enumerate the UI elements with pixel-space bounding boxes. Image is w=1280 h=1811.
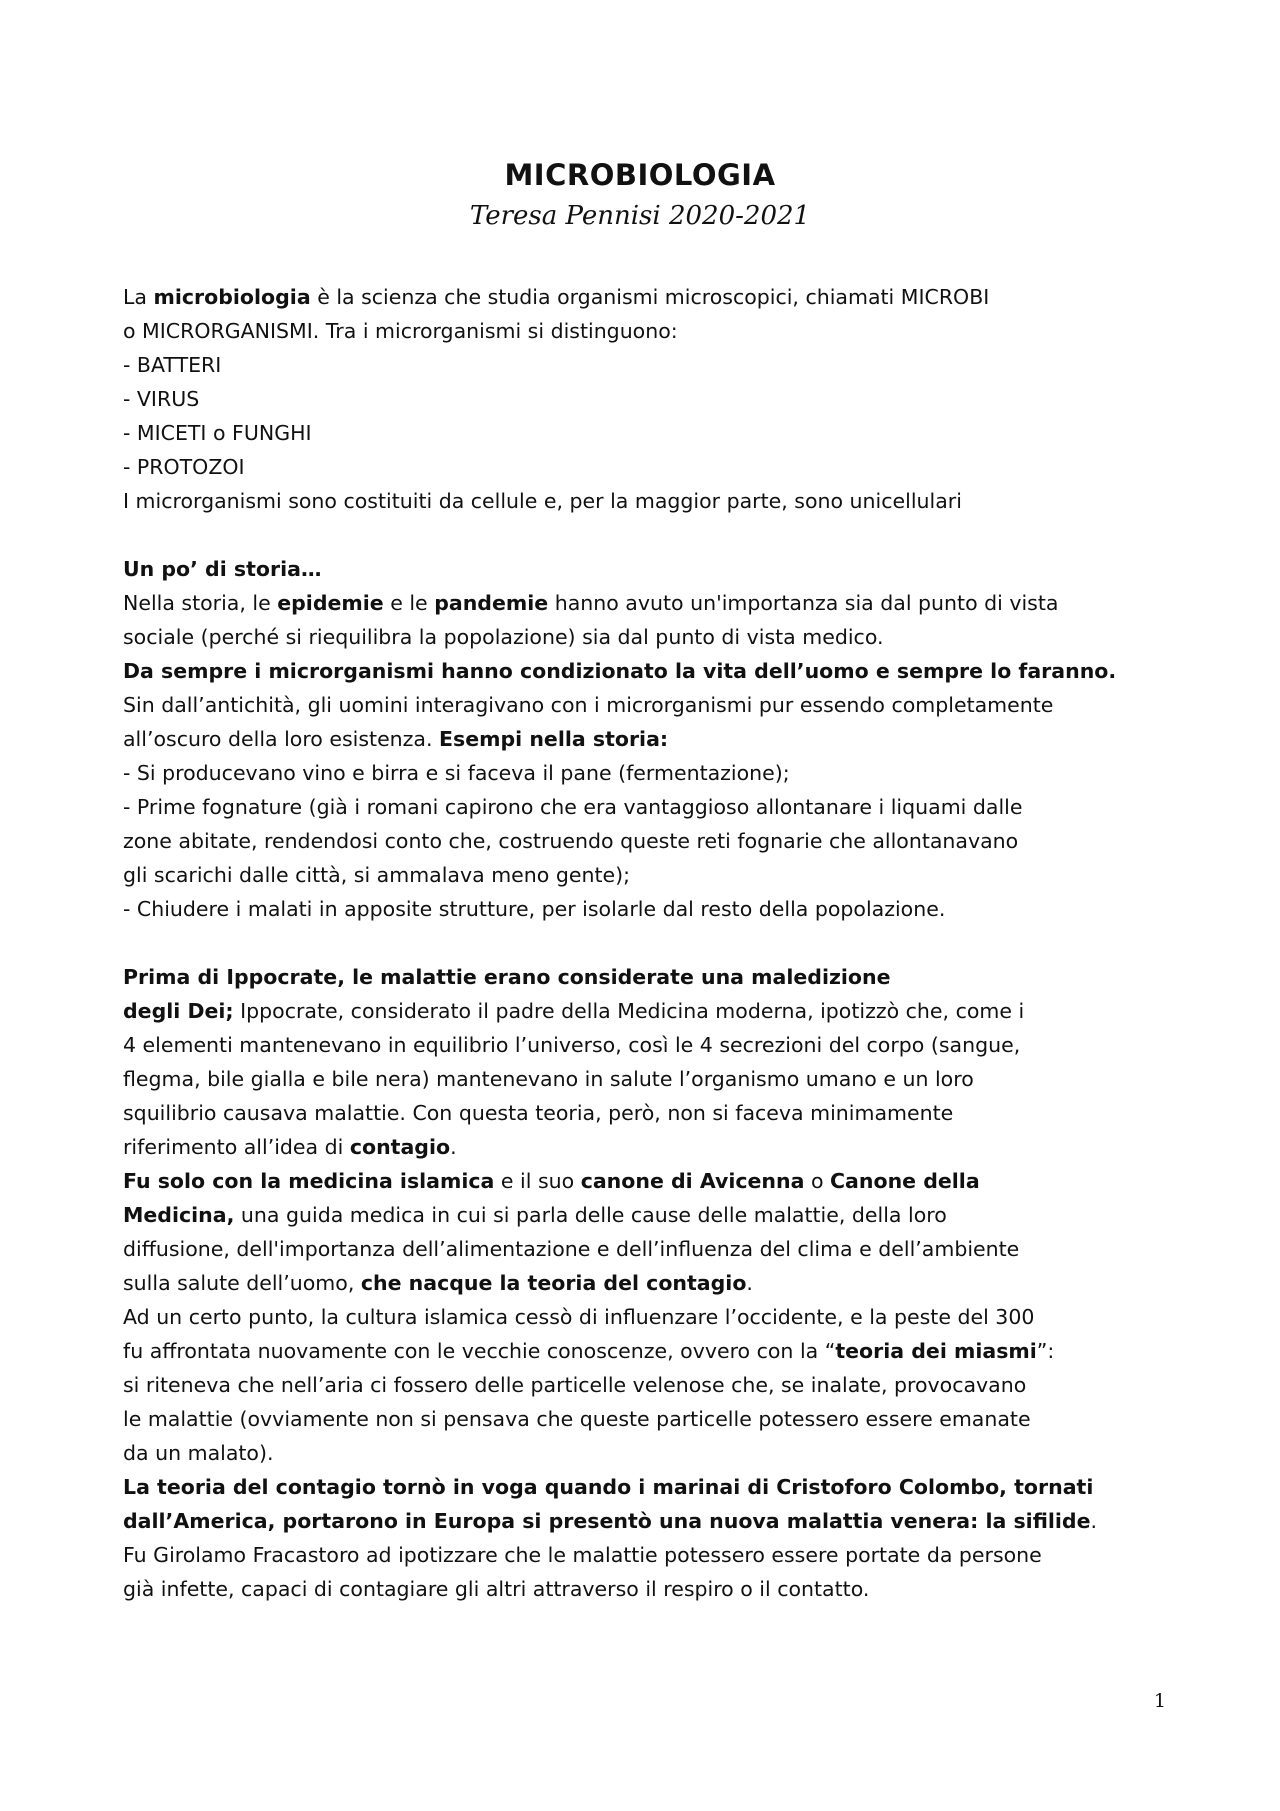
text-segment: o MICRORGANISMI. Tra i microrganismi si distinguono: bbox=[123, 319, 678, 343]
text-line bbox=[123, 1504, 1183, 1538]
text-line bbox=[123, 484, 1183, 518]
text-line bbox=[123, 1368, 1183, 1402]
bold-text: pandemie bbox=[434, 591, 549, 615]
bold-text: La teoria del contagio tornò in voga quando i marinai di Cristoforo Colombo, tornati bbox=[123, 1475, 1094, 1499]
text-line bbox=[123, 450, 1183, 484]
text-segment: riferimento all’idea di bbox=[123, 1135, 350, 1159]
bold-text: Un po’ di storia… bbox=[123, 557, 322, 581]
author-subtitle: Teresa Pennisi 2020-2021 bbox=[469, 201, 811, 231]
text-segment: I microrganismi sono costituiti da cellule e, per la maggior parte, sono unicellulari bbox=[123, 489, 962, 513]
document-body bbox=[123, 280, 1183, 1606]
text-segment: diffusione, dell'importanza dell’alimentazione e dell’influenza del clima e dell’ambiente bbox=[123, 1237, 1020, 1261]
text-segment: sociale (perché si riequilibra la popolazione) sia dal punto di vista medico. bbox=[123, 625, 884, 649]
text-segment: - MICETI o FUNGHI bbox=[123, 421, 312, 445]
bold-text: Prima di Ippocrate, le malattie erano considerate una maledizione bbox=[123, 965, 891, 989]
bold-text: epidemie bbox=[277, 591, 384, 615]
text-segment: le malattie (ovviamente non si pensava che queste particelle potessero essere emanate bbox=[123, 1407, 1031, 1431]
text-segment: zone abitate, rendendosi conto che, costruendo queste reti fognarie che allontanavano bbox=[123, 829, 1019, 853]
text-line bbox=[123, 1232, 1183, 1266]
text-segment: è la scienza che studia organismi microscopici, chiamati MICROBI bbox=[310, 285, 990, 309]
text-line bbox=[123, 1130, 1183, 1164]
text-segment: - VIRUS bbox=[123, 387, 200, 411]
text-segment: o bbox=[804, 1169, 831, 1193]
text-segment: hanno avuto un'importanza sia dal punto di vista bbox=[548, 591, 1059, 615]
text-segment: sulla salute dell’uomo, bbox=[123, 1271, 361, 1295]
text-line bbox=[123, 1198, 1183, 1232]
text-segment: - BATTERI bbox=[123, 353, 222, 377]
text-segment: Ippocrate, considerato il padre della Medicina moderna, ipotizzò che, come i bbox=[233, 999, 1025, 1023]
text-segment: . bbox=[1090, 1509, 1098, 1533]
bold-text: Esempi nella storia: bbox=[439, 727, 669, 751]
text-segment: Ad un certo punto, la cultura islamica cessò di influenzare l’occidente, e la peste del 300 bbox=[123, 1305, 1035, 1329]
text-line bbox=[123, 790, 1183, 824]
text-line bbox=[123, 382, 1183, 416]
text-segment: - Chiudere i malati in apposite strutture, per isolarle dal resto della popolazione. bbox=[123, 897, 946, 921]
text-segment: già infette, capaci di contagiare gli altri attraverso il respiro o il contatto. bbox=[123, 1577, 870, 1601]
text-line bbox=[123, 1334, 1183, 1368]
bold-text: Medicina, bbox=[123, 1203, 235, 1227]
paragraph-intro bbox=[123, 280, 1183, 518]
text-segment: Sin dall’antichità, gli uomini interagivano con i microrganismi pur essendo completamente bbox=[123, 693, 1054, 717]
text-line bbox=[123, 1538, 1183, 1572]
text-segment: 4 elementi mantenevano in equilibrio l’universo, così le 4 secrezioni del corpo (sangue, bbox=[123, 1033, 1021, 1057]
text-line bbox=[123, 1062, 1183, 1096]
text-segment: Fu Girolamo Fracastoro ad ipotizzare che le malattie potessero essere portate da persone bbox=[123, 1543, 1042, 1567]
text-segment: gli scarichi dalle città, si ammalava meno gente); bbox=[123, 863, 630, 887]
text-segment: fu affrontata nuovamente con le vecchie conoscenze, ovvero con la “ bbox=[123, 1339, 836, 1363]
text-line bbox=[123, 416, 1183, 450]
text-line bbox=[123, 892, 1183, 926]
text-line bbox=[123, 1572, 1183, 1606]
bold-text: microbiologia bbox=[153, 285, 311, 309]
paragraph-ippocrate bbox=[123, 960, 1183, 1606]
text-line bbox=[123, 586, 1183, 620]
text-segment: - Si producevano vino e birra e si faceva il pane (fermentazione); bbox=[123, 761, 790, 785]
text-line bbox=[123, 280, 1183, 314]
text-segment: all’oscuro della loro esistenza. bbox=[123, 727, 440, 751]
text-line bbox=[123, 994, 1183, 1028]
bold-text: dall’America, portarono in Europa si presentò una nuova malattia venera: la sifilide bbox=[123, 1509, 1091, 1533]
text-line bbox=[123, 1164, 1183, 1198]
page-title: MICROBIOLOGIA bbox=[504, 158, 776, 192]
page-number: 1 bbox=[1153, 1690, 1166, 1712]
text-line bbox=[123, 1096, 1183, 1130]
bold-text: contagio bbox=[349, 1135, 451, 1159]
text-line bbox=[123, 858, 1183, 892]
text-line bbox=[123, 1266, 1183, 1300]
paragraph-gap bbox=[123, 518, 1183, 552]
text-line bbox=[123, 960, 1183, 994]
text-line bbox=[123, 688, 1183, 722]
bold-text: che nacque la teoria del contagio bbox=[360, 1271, 747, 1295]
text-line bbox=[123, 620, 1183, 654]
text-segment: ”: bbox=[1036, 1339, 1055, 1363]
text-line bbox=[123, 824, 1183, 858]
text-segment: e le bbox=[383, 591, 435, 615]
text-segment: si riteneva che nell’aria ci fossero delle particelle velenose che, se inalate, provocavano bbox=[123, 1373, 1027, 1397]
text-segment: una guida medica in cui si parla delle cause delle malattie, della loro bbox=[234, 1203, 947, 1227]
paragraph-gap bbox=[123, 926, 1183, 960]
text-segment: - Prime fognature (già i romani capirono che era vantaggioso allontanare i liquami dalle bbox=[123, 795, 1023, 819]
text-segment: squilibrio causava malattie. Con questa teoria, però, non si faceva minimamente bbox=[123, 1101, 954, 1125]
text-segment: flegma, bile gialla e bile nera) mantenevano in salute l’organismo umano e un loro bbox=[123, 1067, 974, 1091]
text-line bbox=[123, 1300, 1183, 1334]
text-line bbox=[123, 1470, 1183, 1504]
text-segment: e il suo bbox=[494, 1169, 581, 1193]
text-segment: - PROTOZOI bbox=[123, 455, 245, 479]
bold-text: degli Dei; bbox=[123, 999, 234, 1023]
text-segment: La bbox=[123, 285, 154, 309]
bold-text: Da sempre i microrganismi hanno condizionato la vita dell’uomo e sempre lo faranno. bbox=[123, 659, 1117, 683]
text-segment: . bbox=[746, 1271, 753, 1295]
paragraph-storia bbox=[123, 552, 1183, 926]
text-segment: . bbox=[450, 1135, 457, 1159]
bold-text: teoria dei miasmi bbox=[835, 1339, 1037, 1363]
text-line bbox=[123, 756, 1183, 790]
bold-text: canone di Avicenna bbox=[580, 1169, 805, 1193]
bold-text: Canone della bbox=[830, 1169, 980, 1193]
text-segment: da un malato). bbox=[123, 1441, 274, 1465]
text-line bbox=[123, 1402, 1183, 1436]
text-segment: Nella storia, le bbox=[123, 591, 278, 615]
text-line bbox=[123, 314, 1183, 348]
bold-text: Fu solo con la medicina islamica bbox=[123, 1169, 495, 1193]
text-line bbox=[123, 654, 1183, 688]
text-line bbox=[123, 1028, 1183, 1062]
text-line bbox=[123, 552, 1183, 586]
text-line bbox=[123, 1436, 1183, 1470]
text-line bbox=[123, 348, 1183, 382]
text-line bbox=[123, 722, 1183, 756]
